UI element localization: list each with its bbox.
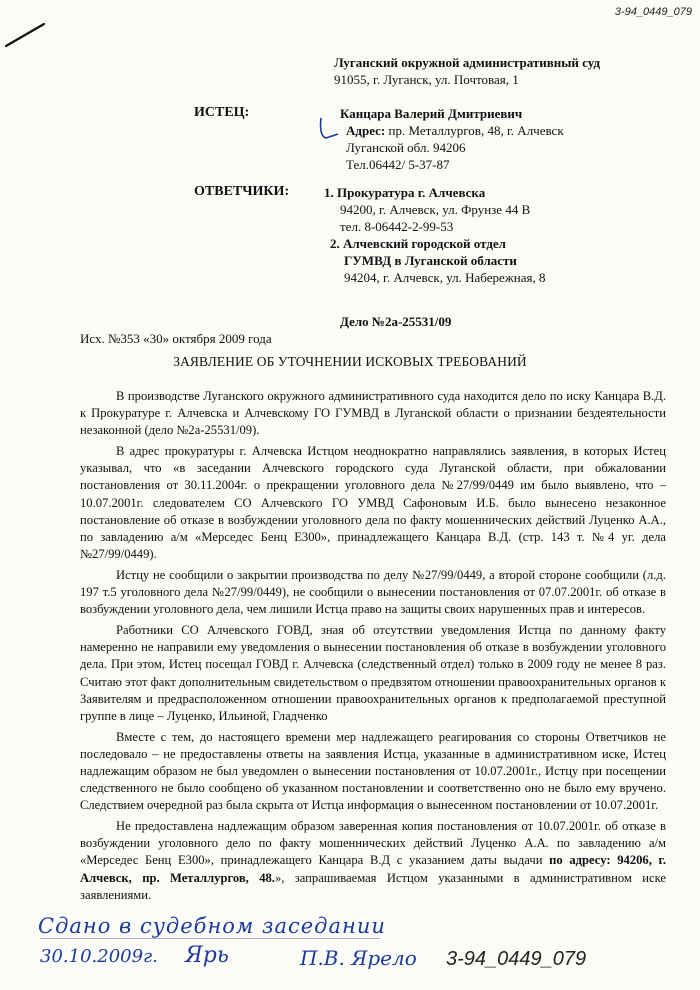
defendant-2-address: 94204, г. Алчевск, ул. Набережная, 8 xyxy=(344,270,546,285)
defendant-1-address: 94200, г. Алчевск, ул. Фрунзе 44 В xyxy=(340,202,531,217)
defendant-2-name-line2: ГУМВД в Луганской области xyxy=(344,253,517,268)
handwritten-signature: Ярь xyxy=(185,943,229,968)
pen-mark-icon xyxy=(4,20,50,50)
plaintiff-phone: Тел.06442/ 5-37-87 xyxy=(346,157,450,172)
defendant-2-name: 2. Алчевский городской отдел xyxy=(330,236,506,251)
handwritten-note: Сдано в судебном заседании xyxy=(38,914,386,938)
paragraph: Работники СО Алчевского ГОВД, зная об отсутствии уведомления Истца по данному факту намеренно не направили ему уведомления о вынесении постановления об отказе в возбуждении уголовного дела. При этом, Истец посещал ГОВД г. Алчевска (следственный отдел) только в 2009 году не менее 8 раз. Считаю этот факт дополнительным свидетельством о предвзятом отношении правоохранительных органов к Заявителям и предрасположенном отношении правоохранительных органов к предполагаемой преступной группе в лице – Луценко, Ильиной, Гладченко xyxy=(80,623,666,723)
paragraph-last-before: Не предоставлена надлежащим образом заверенная копия постановления от 10.07.2001г. об отказе в возбуждении уголовного дело по факту мошеннических действий Луценко А.А. по завладению а/м «Мерседес Бенц Е300», принадлежащего Канцара В.Д с указанием даты выдачи xyxy=(80,819,666,868)
handwritten-date: 30.10.2009г. xyxy=(40,946,158,967)
plaintiff-address-line2: Луганской обл. 94206 xyxy=(346,140,466,155)
checkmark-icon xyxy=(318,114,340,142)
paragraph-last-bold-address: по адресу: 94206, г. Алчевск, пр. Металлургов, 48. xyxy=(80,853,666,885)
paragraph-last-after: », запрашиваемая Истцом указанными в административном иске заявлениями. xyxy=(80,870,667,902)
court-name: Луганский окружной административный суд xyxy=(334,55,601,70)
defendant-1-phone: тел. 8-06442-2-99-53 xyxy=(340,219,454,234)
paragraph-last xyxy=(80,818,666,903)
paragraph: В производстве Луганского окружного административного суда находится дело по иску Канцара В.Д. к Прокуратуре г. Алчевска и Алчевскому ГО ГУМВД в Луганской области о признании бездеятельности незаконной (дело №2а-25531/09). xyxy=(80,389,666,438)
plaintiff-label: ИСТЕЦ: xyxy=(194,105,250,120)
handwritten-underline xyxy=(40,938,380,939)
plaintiff-name: Канцара Валерий Дмитриевич xyxy=(340,106,523,121)
outgoing-reference: Исх. №353 «30» октября 2009 года xyxy=(80,331,272,346)
defendants-label: ОТВЕТЧИКИ: xyxy=(194,184,290,199)
paragraph: Истцу не сообщили о закрытии производства по делу №27/99/0449, а второй стороне сообщили (л.д. 197 т.5 уголовного дела №27/99/0449), не сообщили о вынесении постановления от 07.07.2001г. об отказе в возбуждении уголовного дела, чем лишили Истца право на защиты своих нарушенных прав и интересов. xyxy=(80,567,666,617)
document-id-top: 3-94_0449_079 xyxy=(614,6,692,18)
defendant-1-name: 1. Прокуратура г. Алчевска xyxy=(324,185,486,200)
plaintiff-address-label: Адрес: xyxy=(346,123,386,138)
case-number: Дело №2а-25531/09 xyxy=(340,314,452,329)
handwritten-signature-name: П.В. Ярело xyxy=(300,946,417,970)
paragraph: В адрес прокуратуры г. Алчевска Истцом неоднократно направлялись заявления, в которых Истец указывал, что «в заседании Алчевского городского суда Луганской области, при обжаловании постановления от 30.11.2004г. о прекращении уголовного дела №27/99/0449 им было выявлено, что – 10.07.2001г. следователем СО Алчевского ГО УМВД Сафоновым И.Б. было вынесено незаконное постановление об отказе в возбуждении уголовного дела по факту мошеннических действий Луценко А.А., по завладению а/м «Мерседес Бенц Е300», принадлежащего Канцара В.Д. (стр. 143 т. №4 уг. дела №27/99/0449). xyxy=(80,444,666,561)
paragraph: Вместе с тем, до настоящего времени мер надлежащего реагирования со стороны Ответчиков не последовало – не предоставлены ответы на заявления Истца, указанные в административном иске, Истец надлежащим образом не был уведомлен о вынесении постановления от 10.07.2001г., Истцу при посещении следственного не было сообщено об указанном постановлении и соответственно оно не было ему вручено. Следствием очередной раз была скрыта от Истца информация о вынесенном постановлении от 10.07.2001г. xyxy=(80,729,666,813)
plaintiff-address xyxy=(346,122,564,139)
document-body xyxy=(80,388,666,908)
handwritten-case-number: 3-94_0449_079 xyxy=(446,948,587,970)
document-title: ЗАЯВЛЕНИЕ ОБ УТОЧНЕНИИ ИСКОВЫХ ТРЕБОВАНИЙ xyxy=(173,354,527,369)
plaintiff-address-line1: пр. Металлургов, 48, г. Алчевск xyxy=(385,123,564,138)
court-address: 91055, г. Луганск, ул. Почтовая, 1 xyxy=(334,72,519,87)
